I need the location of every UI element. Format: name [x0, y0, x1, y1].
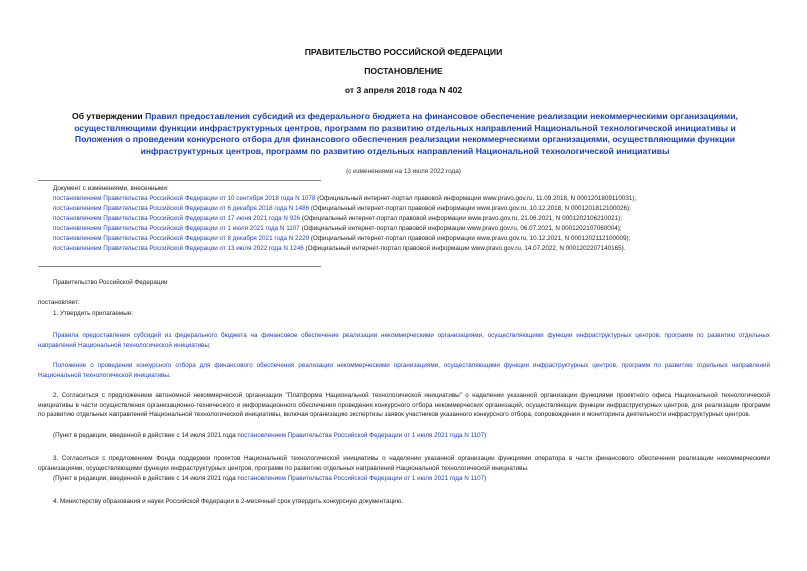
- reference-link[interactable]: постановлением Правительства Российской Федерации от 1 июля 2021 года N 1107: [237, 432, 485, 439]
- reference-prefix: (Пункт в редакции, введенной в действие с 14 июля 2021 года: [53, 475, 238, 482]
- amendment-item: [53, 194, 773, 204]
- title-prefix: Об утверждении: [72, 111, 146, 121]
- amendment-item: [53, 224, 773, 234]
- amendments-intro: Документ с изменениями, внесенными:: [53, 185, 169, 192]
- amendment-item: [53, 244, 773, 254]
- amendment-link[interactable]: постановлением Правительства Российской Федерации от 8 декабря 2021 года N 2229: [53, 235, 310, 242]
- document-title: [50, 111, 760, 157]
- amendment-item: [53, 204, 773, 214]
- document-type-heading: ПОСТАНОВЛЕНИЕ: [364, 66, 443, 76]
- amendment-link[interactable]: постановлением Правительства Российской Федерации от 1 июля 2021 года N 1107: [53, 225, 300, 232]
- reference-suffix: ): [484, 475, 487, 482]
- item-2-reference: [53, 432, 486, 439]
- item-4-text: 4. Министерству образования и науки Российской Федерации в 2-месячный срок утвердить конкурсную документацию.: [53, 498, 404, 505]
- title-link[interactable]: Правил предоставления субсидий из федерального бюджета на финансовое обеспечение реализации некоммерческими организациями, осуществляющими функции инфраструктурных центров, программ по развитию отдельных направлений Национальной технологической инициативы и Положения о проведении конкурсного отбора для финансового обеспечения реализации некоммерческими организациями, осуществляющими функции инфраструктурных центров, программ по развитию отдельных направлений Национальной технологической инициативы: [74, 111, 738, 156]
- date-number-heading: от 3 апреля 2018 года N 402: [344, 85, 463, 95]
- position-link[interactable]: Положение о проведении конкурсного отбора для финансового обеспечения реализации некоммерческими организациями, осуществляющими функции инфраструктурных центров, программ по развитию отдельных направлений Национальной технологической инициативы.: [38, 362, 770, 379]
- amendment-link[interactable]: постановлением Правительства Российской Федерации от 13 июля 2022 года N 1246: [53, 245, 304, 252]
- divider-bottom: [38, 266, 321, 267]
- amendment-link[interactable]: постановлением Правительства Российской Федерации от 17 июня 2021 года N 926: [53, 215, 301, 222]
- rules-link[interactable]: Правила предоставления субсидий из федерального бюджета на финансовое обеспечение реализации некоммерческими организациями, осуществляющими функции инфраструктурных центров, программ по развитию отдельных направлений Национальной технологической инициативы;: [38, 332, 770, 349]
- amendment-source: (Официальный интернет-портал правовой информации www.pravo.gov.ru, 10.12.2021, N 0001202112100009);: [309, 235, 631, 242]
- item-3-reference: [53, 475, 486, 482]
- government-heading: ПРАВИТЕЛЬСТВО РОССИЙСКОЙ ФЕДЕРАЦИИ: [304, 47, 503, 57]
- item-2-text: 2. Согласиться с предложением автономной некоммерческой организации "Платформа Национальной технологической инициативы" о наделении указанной организации функциями проектного офиса Национальной технологической инициативы в части осуществления организационно-технического и информационного обеспечения проведения конкурсного отбора некоммерческих организаций, осуществляющих функции инфраструктурных центров, для реализации программ по развитию отдельных направлений Национальной технологической инициативы, включая организацию экспертизы заявок участников указанного конкурсного отбора, сопровождения и мониторинга деятельности инфраструктурных центров.: [38, 392, 770, 419]
- amendment-source: (Официальный интернет-портал правовой информации www.pravo.gov.ru, 21.06.2021, N 0001202106210021);: [300, 215, 622, 222]
- amendments-block: [53, 184, 773, 254]
- reference-prefix: (Пункт в редакции, введенной в действие с 14 июля 2021 года: [53, 432, 238, 439]
- reference-suffix: ): [484, 432, 487, 439]
- item-1-text: 1. Утвердить прилагаемые:: [53, 310, 133, 317]
- amendment-link[interactable]: постановлением Правительства Российской Федерации от 6 декабря 2018 года N 1486: [53, 205, 310, 212]
- amendment-source: (Официальный интернет-портал правовой информации www.pravo.gov.ru, 14.07.2022, N 0001202207140165).: [303, 245, 626, 252]
- reference-link[interactable]: постановлением Правительства Российской Федерации от 1 июля 2021 года N 1107: [237, 475, 485, 482]
- amendment-item: [53, 234, 773, 244]
- amendment-item: [53, 214, 773, 224]
- amendment-source: (Официальный интернет-портал правовой информации www.pravo.gov.ru, 11.09.2018, N 0001201809110031);: [315, 195, 637, 202]
- amendment-source: (Официальный интернет-портал правовой информации www.pravo.gov.ru, 06.07.2021, N 0001202107060004);: [299, 225, 622, 232]
- item-3-text: 3. Согласиться с предложением Фонда поддержки проектов Национальной технологической инициативы о наделении указанной организации функциями оператора в части финансового обеспечения реализации некоммерческими организациями, осуществляющими функции инфраструктурных центров, программ по развитию отдельных направлений Национальной технологической инициативы.: [38, 455, 770, 472]
- government-rf-text: Правительство Российской Федерации: [53, 279, 168, 286]
- divider-top: [38, 180, 321, 181]
- decrees-text: постановляет:: [38, 299, 80, 306]
- edition-note: (с изменениями на 13 июля 2022 года): [346, 168, 461, 175]
- amendment-link[interactable]: постановлением Правительства Российской Федерации от 10 сентября 2018 года N 1078: [53, 195, 316, 202]
- amendment-source: (Официальный интернет-портал правовой информации www.pravo.gov.ru, 10.12.2018, N 0001201812100026);: [309, 205, 631, 212]
